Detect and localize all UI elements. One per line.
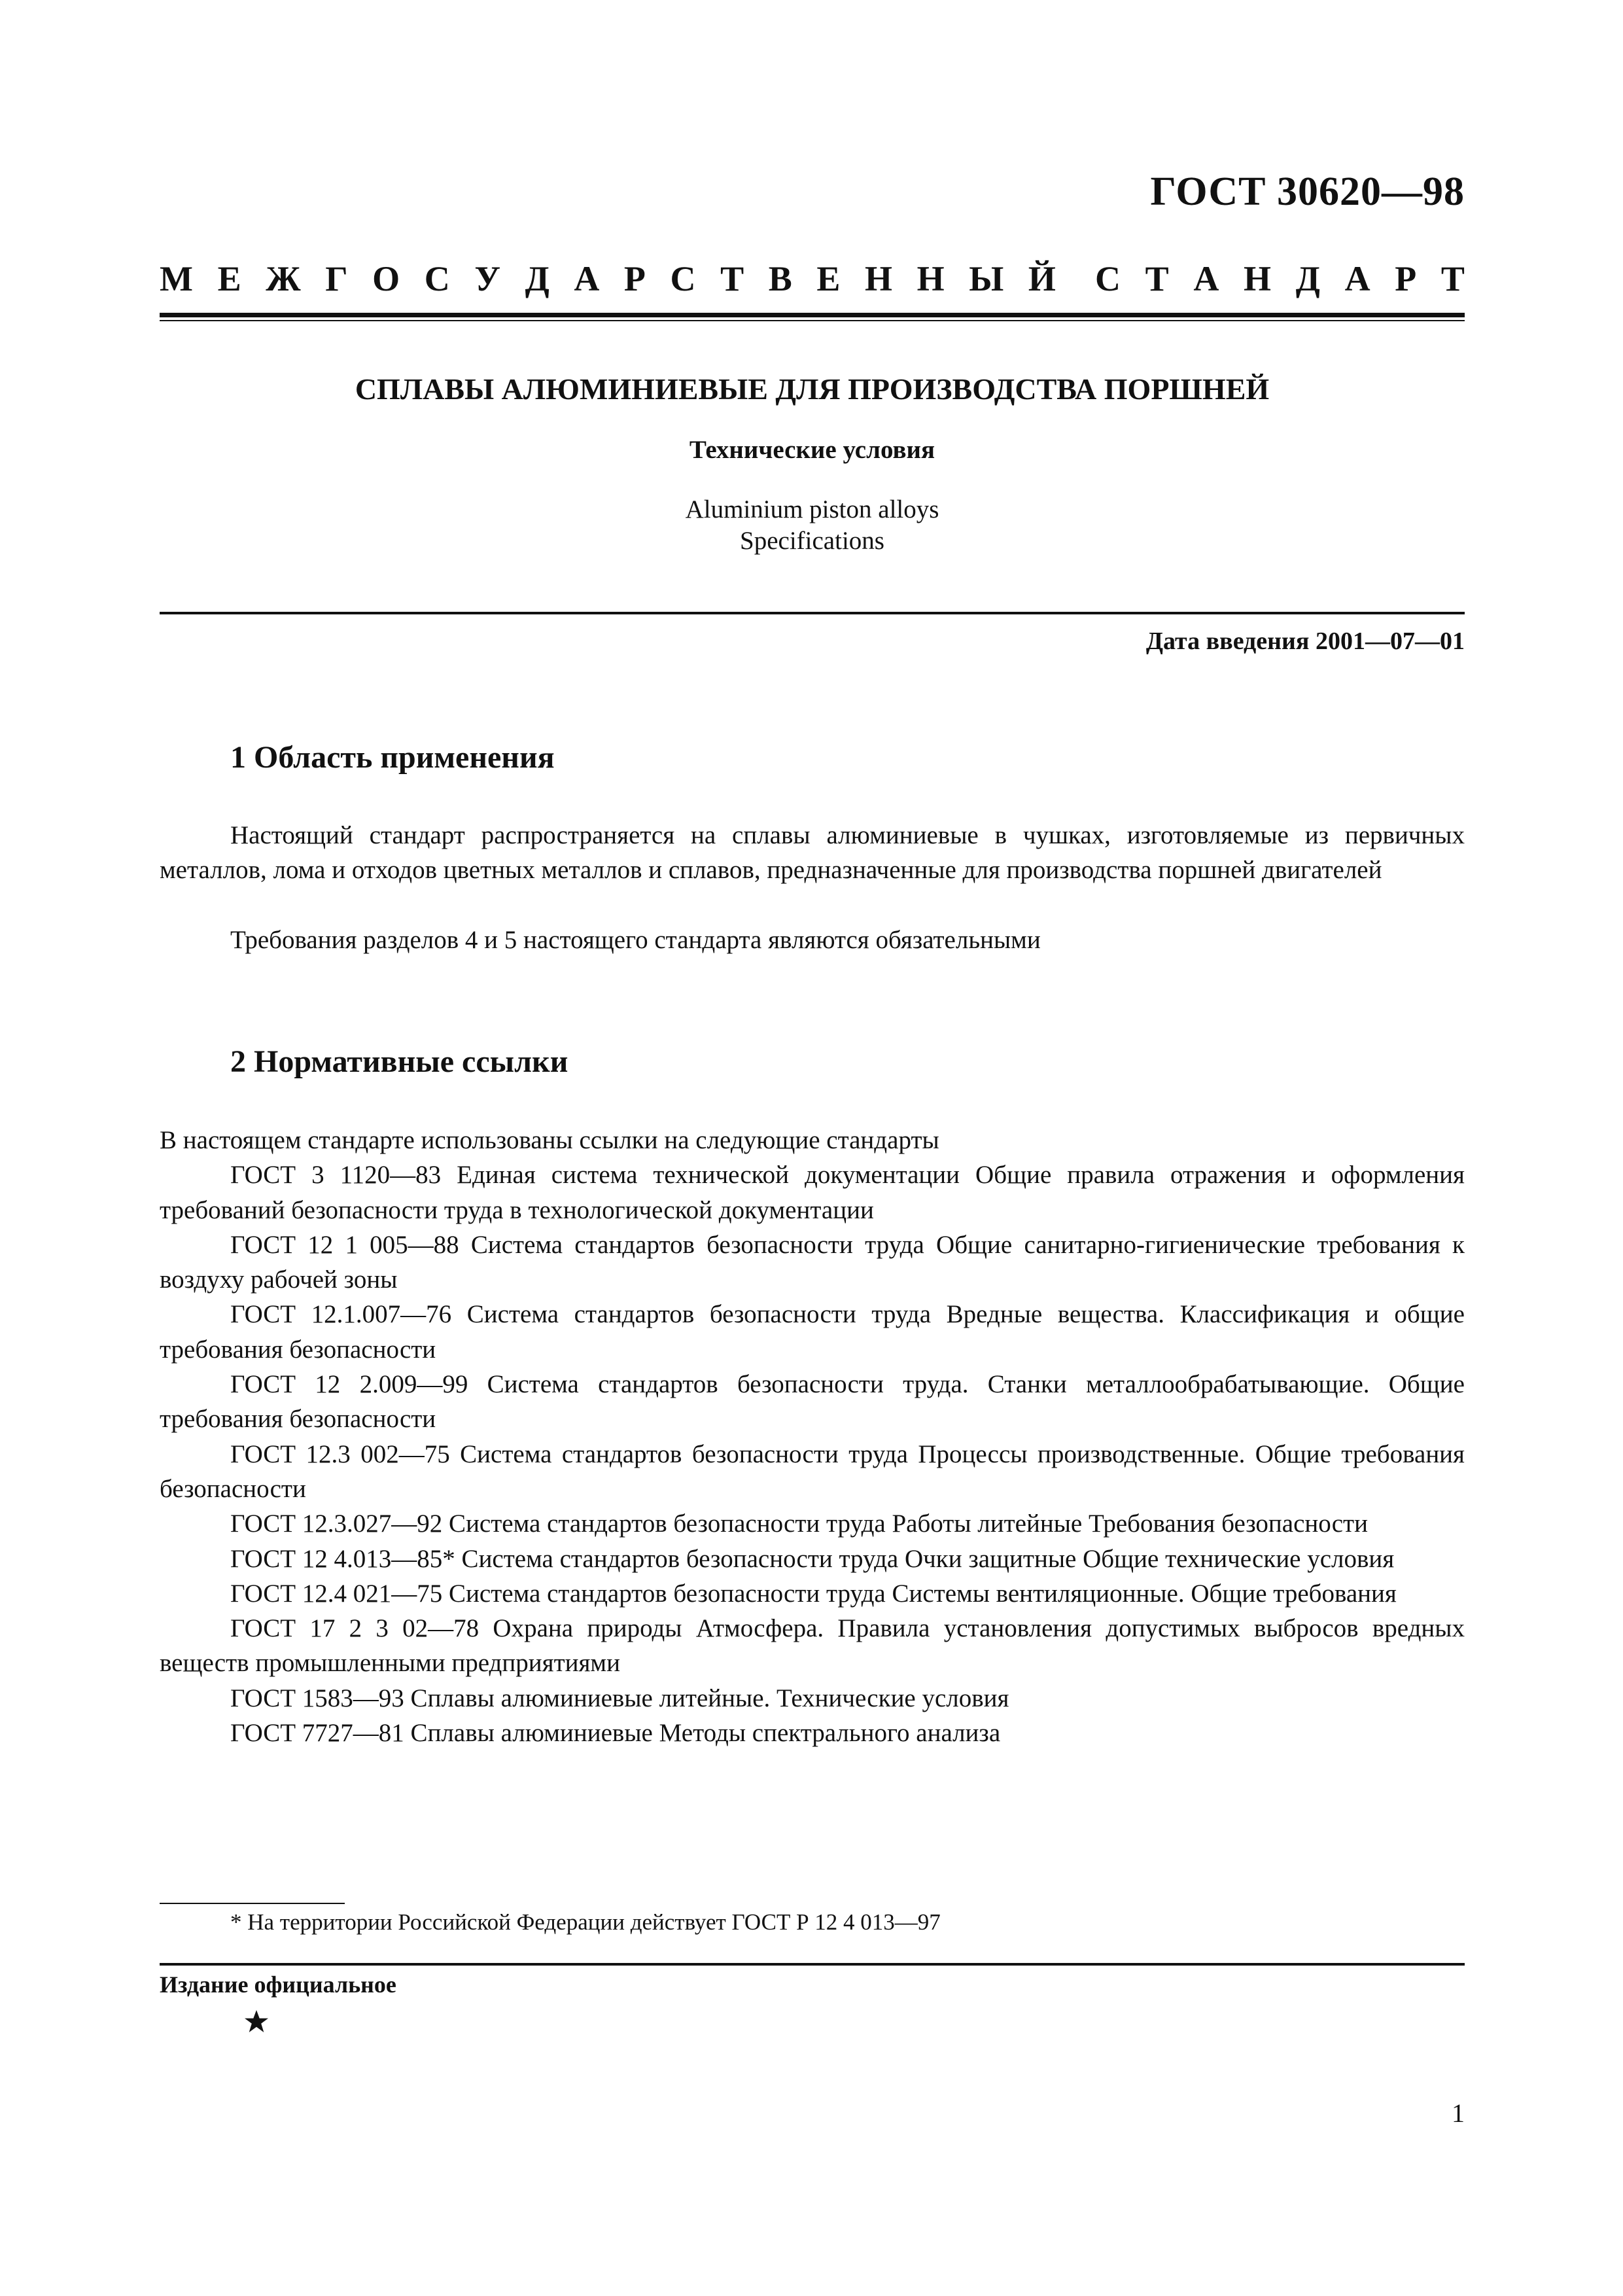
standard-kind-word-2 xyxy=(1095,258,1465,299)
spaced-letter: Г xyxy=(325,259,348,298)
spaced-letter: У xyxy=(474,259,500,298)
spaced-letter: Р xyxy=(1395,259,1417,298)
spaced-letter: Р xyxy=(623,259,646,298)
reference-item: ГОСТ 12.4 021—75 Система стандартов безопасности труда Системы вентиляционные. Общие требования xyxy=(230,1579,1397,1608)
star-icon xyxy=(243,2009,270,2035)
section-2-heading: 2 Нормативные ссылки xyxy=(230,1044,568,1079)
gost-number: ГОСТ 30620—98 xyxy=(1150,169,1465,214)
section-1-paragraph-2: Требования разделов 4 и 5 настоящего стандарта являются обязательными xyxy=(230,926,1041,954)
official-edition-label: Издание официальное xyxy=(160,1971,396,1998)
reference-item: ГОСТ 12 4.013—85* Система стандартов безопасности труда Очки защитные Общие технические условия xyxy=(230,1544,1395,1573)
reference-item: ГОСТ 12.3 002—75 Система стандартов безопасности труда Процессы производственные. Общие требования безопасности xyxy=(160,1439,1465,1503)
english-title-line-1: Aluminium piston alloys xyxy=(685,495,939,523)
spaced-letter: В xyxy=(768,259,792,298)
spaced-letter: Н xyxy=(864,259,892,298)
reference-item: ГОСТ 12 1 005—88 Система стандартов безопасности труда Общие санитарно-гигиенические требования к воздуху рабочей зоны xyxy=(160,1230,1465,1294)
spaced-letter: Е xyxy=(816,259,841,298)
reference-item: ГОСТ 1583—93 Сплавы алюминиевые литейные. Технические условия xyxy=(230,1684,1009,1712)
reference-item: ГОСТ 12.3.027—92 Система стандартов безопасности труда Работы литейные Требования безопасности xyxy=(230,1510,1368,1538)
reference-item: ГОСТ 12 2.009—99 Система стандартов безопасности труда. Станки металлообрабатывающие. Общие требования безопасности xyxy=(160,1370,1465,1434)
english-title xyxy=(160,494,1465,557)
title-rule xyxy=(160,612,1465,614)
spaced-letter: О xyxy=(372,259,400,298)
spaced-letter: Т xyxy=(1145,259,1169,298)
spaced-letter: А xyxy=(1193,259,1219,298)
standard-kind xyxy=(160,258,1465,299)
section-1-heading: 1 Область применения xyxy=(230,740,555,775)
standard-kind-word-1 xyxy=(160,258,1056,299)
references-intro: В настоящем стандарте использованы ссылки на следующие стандарты xyxy=(160,1126,939,1154)
references-list xyxy=(160,1123,1465,1750)
spaced-letter: Н xyxy=(1244,259,1272,298)
footnote-rule xyxy=(160,1903,345,1904)
spaced-letter: А xyxy=(1344,259,1370,298)
spaced-letter: Ы xyxy=(969,259,1004,298)
spaced-letter: Ж xyxy=(266,259,301,298)
spaced-letter: Т xyxy=(720,259,744,298)
reference-item: ГОСТ 3 1120—83 Единая система технической документации Общие правила отражения и оформления требований безопасности труда в технологической документации xyxy=(160,1161,1465,1224)
reference-item: ГОСТ 7727—81 Сплавы алюминиевые Методы спектрального анализа xyxy=(230,1719,1001,1748)
spaced-letter: Й xyxy=(1028,259,1056,298)
header-rule xyxy=(160,313,1465,321)
footnote: * На территории Российской Федерации действует ГОСТ Р 12 4 013—97 xyxy=(230,1909,941,1935)
document-title: СПЛАВЫ АЛЮМИНИЕВЫЕ ДЛЯ ПРОИЗВОДСТВА ПОРШНЕЙ xyxy=(355,372,1270,406)
footer-rule xyxy=(160,1963,1465,1966)
spaced-letter: Д xyxy=(1295,259,1320,298)
spaced-letter: С xyxy=(424,259,450,298)
reference-item: ГОСТ 17 2 3 02—78 Охрана природы Атмосфера. Правила установления допустимых выбросов вредных веществ промышленными предприятиями xyxy=(160,1614,1465,1678)
spaced-letter: С xyxy=(670,259,696,298)
spaced-letter: Т xyxy=(1440,259,1465,298)
spaced-letter: Д xyxy=(525,259,550,298)
document-subtitle: Технические условия xyxy=(689,436,935,464)
spaced-letter: А xyxy=(574,259,600,298)
section-1-paragraph-1: Настоящий стандарт распространяется на сплавы алюминиевые в чушках, изготовляемые из первичных металлов, лома и отходов цветных металлов и сплавов, предназначенные для производства поршней двигателей xyxy=(160,821,1465,884)
spaced-letter: С xyxy=(1095,259,1121,298)
spaced-letter: Е xyxy=(217,259,241,298)
reference-item: ГОСТ 12.1.007—76 Система стандартов безопасности труда Вредные вещества. Классификация и общие требования безопасности xyxy=(160,1300,1465,1364)
english-title-line-2: Specifications xyxy=(740,527,884,555)
spaced-letter: М xyxy=(160,259,193,298)
intro-date: Дата введения 2001—07—01 xyxy=(1145,627,1465,655)
page-number: 1 xyxy=(1452,2098,1465,2128)
spaced-letter: Н xyxy=(916,259,945,298)
